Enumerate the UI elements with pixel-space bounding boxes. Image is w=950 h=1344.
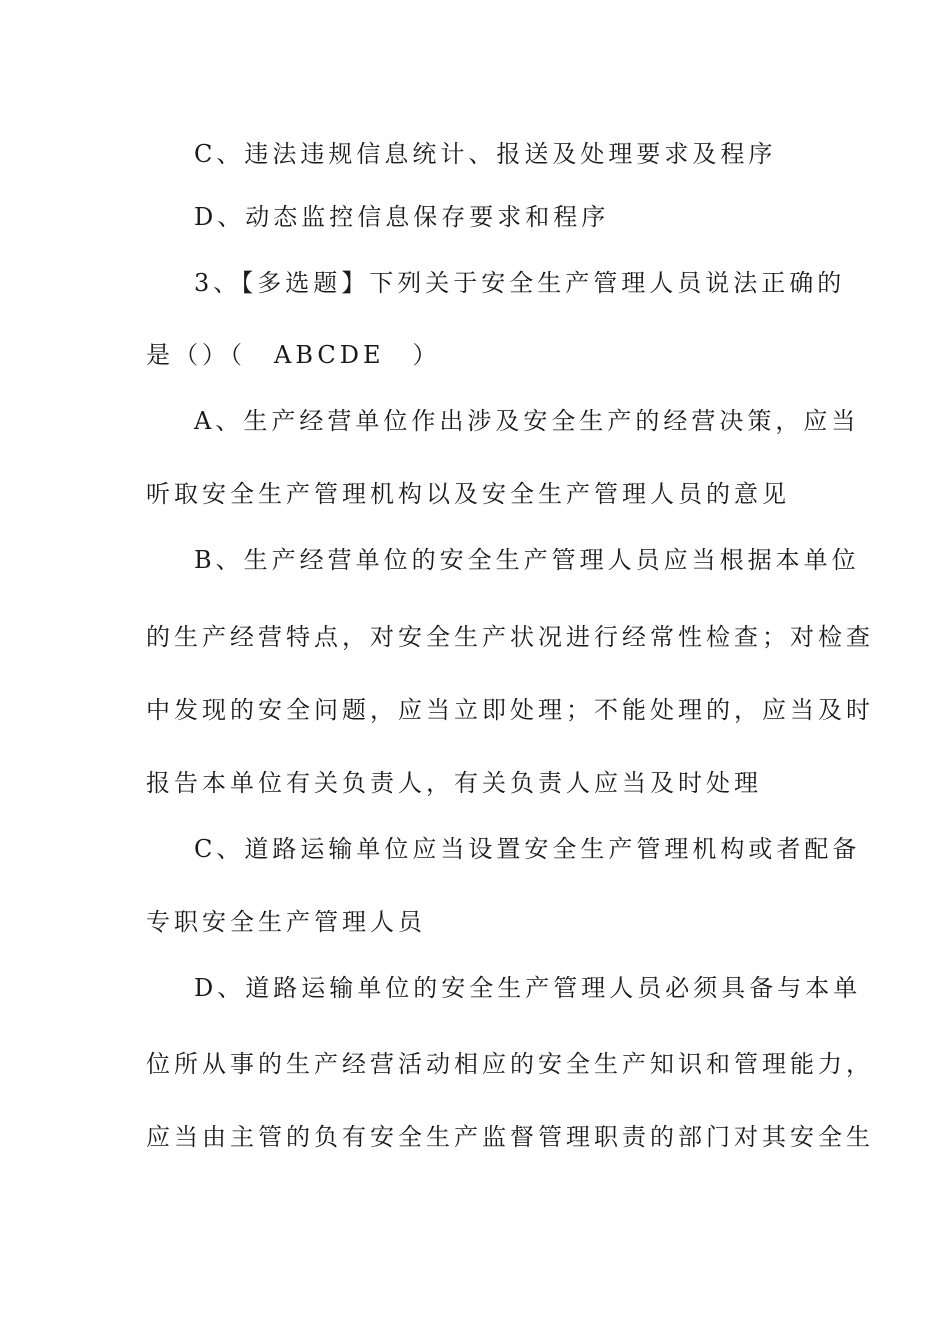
option-d-prev-question: D、动态监控信息保存要求和程序 [194,203,610,231]
question-3-stem: 3、【多选题】下列关于安全生产管理人员说法正确的 [194,269,846,297]
option-b-line-3: 中发现的安全问题，应当立即处理；不能处理的，应当及时 [146,696,874,724]
option-b-line-2: 的生产经营特点，对安全生产状况进行经常性检查；对检查 [146,623,874,651]
option-b-line-4: 报告本单位有关负责人，有关负责人应当及时处理 [146,769,762,797]
option-d-line-2: 位所从事的生产经营活动相应的安全生产知识和管理能力， [146,1050,874,1078]
option-a-line-2: 听取安全生产管理机构以及安全生产管理人员的意见 [146,480,790,508]
option-a-line-1: A、生产经营单位作出涉及安全生产的经营决策，应当 [194,407,860,435]
option-c-prev-question: C、违法违规信息统计、报送及处理要求及程序 [194,140,777,168]
option-c-line-1: C、道路运输单位应当设置安全生产管理机构或者配备 [194,835,861,863]
option-b-line-1: B、生产经营单位的安全生产管理人员应当根据本单位 [194,546,860,574]
option-c-line-2: 专职安全生产管理人员 [146,908,426,936]
option-d-line-1: D、道路运输单位的安全生产管理人员必须具备与本单 [194,974,862,1002]
question-3-answer: 是（）（ ABCDE ） [146,341,441,369]
option-d-line-3: 应当由主管的负有安全生产监督管理职责的部门对其安全生 [146,1123,874,1151]
